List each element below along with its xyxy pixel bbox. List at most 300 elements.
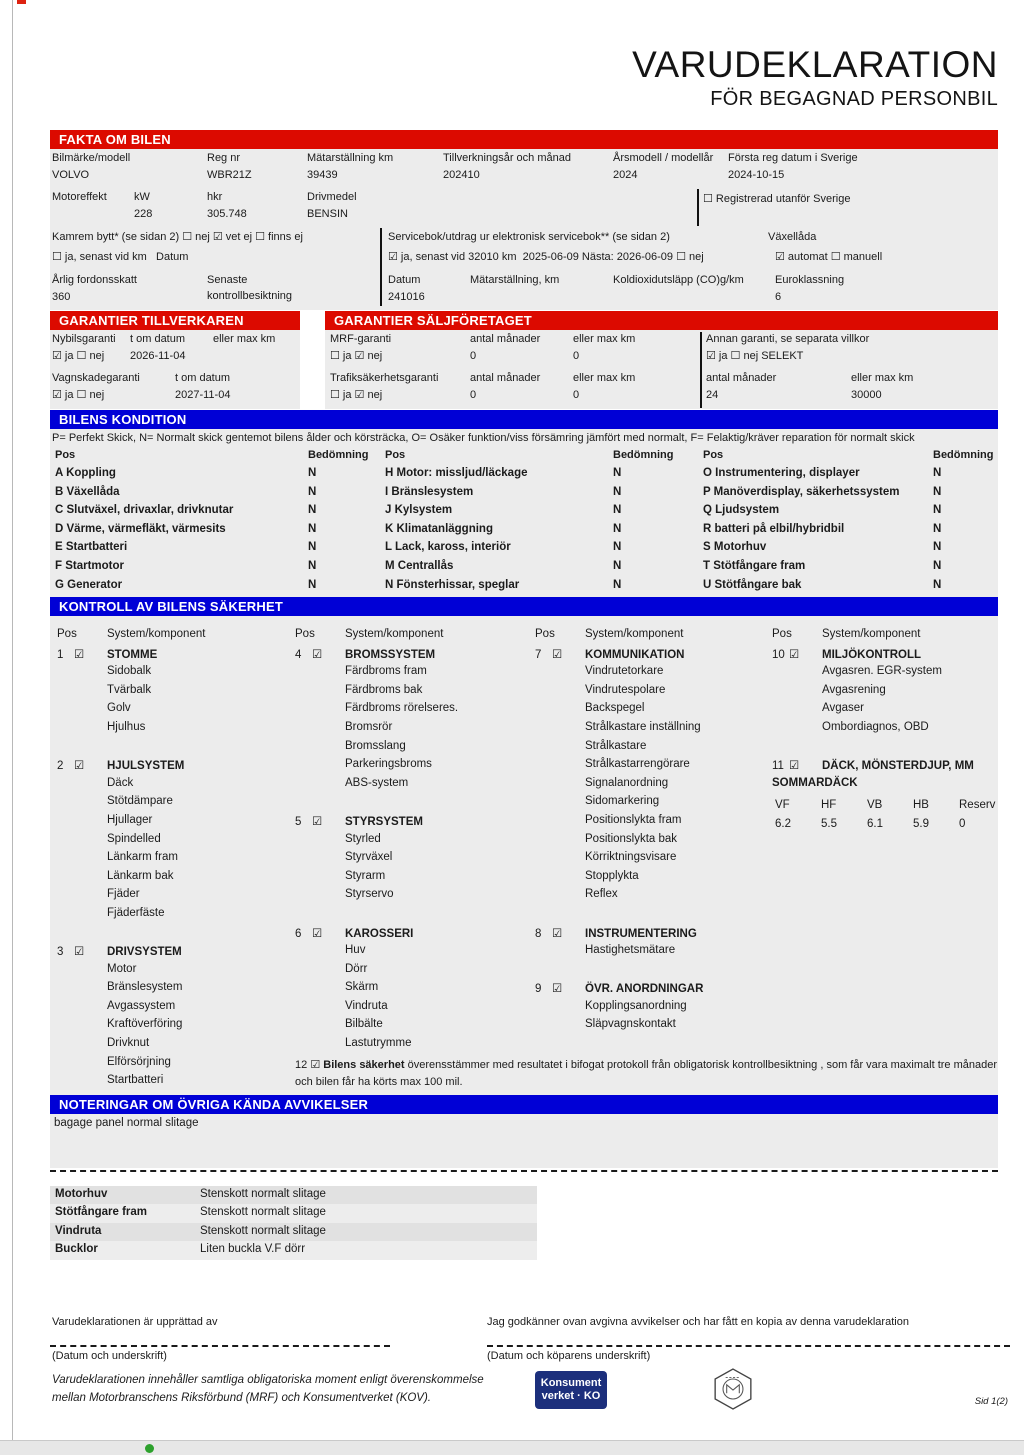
component-item: Bränslesystem [107,981,183,994]
sak-group-bromssystem [295,647,533,796]
tire-depth-value: 0 [959,817,966,830]
checked-checkbox-icon: ☑ [552,648,563,661]
kondition-row [703,523,998,542]
kondition-item-label: U Stötfångare bak [703,578,802,591]
component-item: Parkeringsbroms [345,758,432,771]
component-item: Släpvagnskontakt [585,1018,676,1031]
sak-group-instrumentering [535,926,773,963]
avvikelse-note: Stenskott normalt slitage [200,1224,326,1237]
group-pos: 4 [295,648,302,661]
kondition-row [703,467,998,486]
page-edge-line [12,0,13,1440]
avvikelse-part: Vindruta [55,1224,102,1237]
group-name: ÖVR. ANORDNINGAR [585,983,704,996]
component-item: Signalanordning [585,776,669,789]
component-item: Avgasren. EGR-system [822,665,942,678]
group-name: MILJÖKONTROLL [822,648,922,661]
avvikelse-note: Stenskott normalt slitage [200,1188,326,1200]
kondition-item-label: H Motor: missljud/läckage [385,467,528,479]
sak-group-dack [772,758,1010,836]
eller-max-km-label: eller max km [573,333,636,345]
eller-max-km-label: eller max km [573,372,636,384]
noteringar-free-text: bagage panel normal slitage [54,1117,199,1129]
kondition-item-label: M Centrallås [385,559,454,572]
note-12-number: 12 [295,1059,308,1071]
divider [380,228,382,306]
group-name: BROMSSYSTEM [345,648,436,661]
checked-checkbox-icon: ☑ [312,815,323,828]
kondition-grade: N [613,485,622,498]
kondition-grade: N [308,467,317,479]
datum-label: Datum [388,274,421,286]
group-pos: 9 [535,983,542,996]
servicebok-row: ☑ ja, senast vid 32010 km 2025-06-09 Nästa: 2026-06-09 ☐ nej [388,251,704,263]
vaxellada-label: Växellåda [768,231,817,243]
component-item: Skärm [345,981,379,994]
avvikelse-note: Liten buckla V.F dörr [200,1243,306,1256]
trafik-manader-value: 0 [470,389,477,401]
avvikelser-table [50,1186,537,1260]
pos-header: Pos [535,628,555,640]
signature-line-buyer [487,1345,1010,1347]
sak-group-ovr-anordningar [535,981,773,1037]
component-item: Ombordiagnos, OBD [822,720,929,733]
kondition-grade: N [933,522,942,535]
sak-group-karosseri [295,926,533,1056]
component-item: Dörr [345,962,368,975]
kondition-item-label: J Kylsystem [385,504,453,517]
section-header-fakta: FAKTA OM BILEN [50,130,998,149]
kondition-row [55,541,395,560]
mrf-garanti-checkboxes: ☐ ja ☑ nej [330,350,383,362]
eller-max-km-label: eller max km [213,333,276,345]
kondition-legend: P= Perfekt Skick, N= Normalt skick gentemot bilens ålder och körsträcka, O= Osäker funktion/viss försämring jämfört med normalt, F= Felaktig/kräver reparation för normalt skick [52,432,915,444]
section-header-kondition: BILENS KONDITION [50,410,998,429]
vagnskade-tom-value: 2027-11-04 [175,389,231,401]
avvikelse-row [50,1223,537,1241]
tire-col-header: VB [867,799,883,812]
component-item: Strålkastare inställning [585,720,701,733]
checked-checkbox-icon: ☑ [74,946,85,959]
component-item: Golv [107,702,131,715]
kondition-row [703,504,998,523]
avvikelse-part: Motorhuv [55,1188,108,1200]
kondition-column-3 [703,467,998,597]
kondition-item-label: S Motorhuv [703,541,767,554]
checked-checkbox-icon: ☑ [552,983,563,996]
tire-col-header: Reserv [959,799,996,812]
pos-header: Pos [703,449,724,461]
component-item: Fjäderfäste [107,906,165,919]
vagnskadegaranti-label: Vagnskadegaranti [52,372,140,384]
drivmedel-label: Drivmedel [307,191,357,203]
tillverkning-label: Tillverkningsår och månad [443,152,571,164]
component-item: Avgassystem [107,999,176,1012]
component-item: Vindruta [345,999,388,1012]
tire-depth-value: 5.5 [821,817,837,830]
component-item: ABS-system [345,776,409,789]
section-header-sakerhet: KONTROLL AV BILENS SÄKERHET [50,597,998,616]
component-item: Bromsslang [345,739,406,752]
datum-underskrift-label: (Datum och underskrift) [52,1350,167,1362]
kondition-grade: N [933,559,942,572]
note-12: 12 ☑ Bilens säkerhet överensstämmer med resultatet i bifogat protokoll från obligatorisk kontrollbesiktning , som får vara maximalt tre månader och bilen får ha körts max 100 mil. [295,1059,998,1088]
component-item: Motor [107,962,137,975]
kondition-row [385,541,705,560]
component-item: Backspegel [585,702,645,715]
avvikelse-part: Bucklor [55,1243,98,1256]
component-item: Styrväxel [345,851,393,864]
tire-col-header: HF [821,799,837,812]
sak-group-kommunikation [535,647,773,907]
kondition-grade: N [308,559,317,572]
tire-depth-value: 6.1 [867,817,883,830]
group-name: INSTRUMENTERING [585,927,697,940]
kondition-row [703,541,998,560]
green-status-dot [145,1444,154,1453]
group-name: KOMMUNIKATION [585,648,685,661]
kondition-grade: N [613,522,622,535]
group-name: KAROSSERI [345,927,414,940]
bedomning-header: Bedömning [613,449,674,461]
legal-text-line2: mellan Motorbranschens Riksförbund (MRF) och Konsumentverket (KOV). [52,1392,432,1404]
component-item: Positionslykta fram [585,813,682,826]
component-item: Drivknut [107,1037,150,1050]
sakerhet-column-head [772,628,1010,647]
avvikelse-row [50,1186,537,1204]
group-pos: 7 [535,648,542,661]
dashed-separator [50,1170,998,1172]
nybilsgaranti-checkboxes: ☑ ja ☐ nej [52,350,105,362]
regnr-value: WBR21Z [207,169,252,181]
component-item: Färdbroms bak [345,683,423,696]
garanti-saljforetaget-panel [325,330,998,409]
component-item: Lastutrymme [345,1037,412,1050]
tire-col-header: HB [913,799,929,812]
tom-datum-label: t om datum [130,333,186,345]
component-item: Tvärbalk [107,683,152,696]
tire-depth-table [772,799,1010,836]
kw-label: kW [134,191,150,203]
matarstallning-value: 39439 [307,169,338,181]
section-header-garanti-tillverkaren: GARANTIER TILLVERKAREN [50,311,300,330]
kondition-item-label: A Koppling [55,467,116,479]
arsmodell-label: Årsmodell / modellår [613,152,714,164]
tire-header-row [772,799,1010,818]
bedomning-header: Bedömning [933,449,994,461]
kondition-row [385,560,705,579]
divider [700,332,702,408]
vagnskadegaranti-checkboxes: ☑ ja ☐ nej [52,389,105,401]
kondition-grade: N [308,522,317,535]
kondition-grade: N [308,541,317,554]
kondition-item-label: Q Ljudsystem [703,504,780,517]
component-item: Hastighetsmätare [585,944,676,957]
avvikelse-row [50,1241,537,1259]
kondition-row [703,486,998,505]
kondition-item-label: D Värme, värmefläkt, värmesits [55,522,226,535]
annan-garanti-label: Annan garanti, se separata villkor [706,333,870,345]
avvikelse-row [50,1204,537,1222]
group-pos: 11 [772,760,784,773]
kondition-grade: N [613,559,622,572]
component-item: Strålkastarrengörare [585,758,690,771]
group-name: DRIVSYSTEM [107,946,182,959]
kondition-row [385,486,705,505]
fordonsskatt-value: 360 [52,291,71,303]
tire-col-header: VF [775,799,790,812]
kondition-grade: N [613,578,622,591]
kondition-column-1 [55,467,395,597]
document-title: VARUDEKLARATION [632,44,998,85]
sommardack-label: SOMMARDÄCK [772,776,858,789]
arsmodell-value: 2024 [613,169,638,181]
sakerhet-column-head [535,628,773,647]
senaste-label-2: kontrollbesiktning [207,290,292,302]
motoreffekt-label: Motoreffekt [52,191,107,203]
group-pos: 10 [772,648,785,661]
sakerhet-column-2 [295,628,533,1074]
kamrem-ja-row: ☐ ja, senast vid km Datum [52,251,189,263]
component-item: Avgasrening [822,683,886,696]
forsta-reg-label: Första reg datum i Sverige [728,152,858,164]
component-item: Fjäder [107,888,140,901]
vaxellada-checkboxes: ☑ automat ☐ manuell [775,251,883,263]
component-item: Startbatteri [107,1074,164,1087]
trafik-checkboxes: ☐ ja ☑ nej [330,389,383,401]
kondition-item-label: G Generator [55,578,123,591]
annan-manader-label: antal månader [706,372,777,384]
component-item: Positionslykta bak [585,832,678,845]
pos-header: Pos [295,628,315,640]
kondition-grade: N [613,467,622,479]
component-item: Körriktningsvisare [585,851,677,864]
annan-maxkm-label: eller max km [851,372,914,384]
divider [697,189,699,226]
sakerhet-column-1 [57,628,295,1111]
matarstallning-km-label: Mätarställning, km [470,274,560,286]
checked-checkbox-icon: ☑ [789,760,800,773]
annan-maxkm-value: 30000 [851,389,882,401]
kondition-row [385,467,705,486]
component-item: Kopplingsanordning [585,999,687,1012]
component-item: Styrarm [345,869,386,882]
kondition-item-label: T Stötfångare fram [703,559,806,572]
fordonsskatt-label: Årlig fordonsskatt [52,274,137,286]
datum-koparens-label: (Datum och köparens underskrift) [487,1350,651,1362]
kondition-item-label: L Lack, kaross, interiör [385,541,511,554]
nybilsgaranti-tom-value: 2026-11-04 [130,350,186,362]
kondition-row [385,523,705,542]
system-header: System/komponent [585,628,684,640]
kondition-row [703,579,998,598]
component-item: Avgaser [822,702,864,715]
kondition-column-2 [385,467,705,597]
pos-header: Pos [385,449,406,461]
group-pos: 6 [295,927,302,940]
trafik-maxkm-value: 0 [573,389,580,401]
mrf-manader-value: 0 [470,350,477,362]
kondition-grade: N [308,504,317,517]
component-item: Reflex [585,888,618,901]
component-item: Spindelled [107,832,161,845]
avvikelse-note: Stenskott normalt slitage [200,1206,326,1219]
component-item: Däck [107,776,134,789]
kondition-item-label: K Klimatanläggning [385,522,493,535]
kondition-grade: N [933,467,942,479]
system-header: System/komponent [345,628,444,640]
euroklassning-value: 6 [775,291,782,303]
component-item: Styrservo [345,888,394,901]
kondition-item-label: P Manöverdisplay, säkerhetssystem [703,485,900,498]
matarstallning-label: Mätarställning km [307,152,394,164]
group-pos: 3 [57,946,64,959]
pos-header: Pos [55,449,76,461]
group-pos: 5 [295,815,302,828]
bilmarke-label: Bilmärke/modell [52,152,131,164]
kondition-row [55,486,395,505]
kondition-item-label: I Bränslesystem [385,485,474,498]
component-item: Kraftöverföring [107,1018,183,1031]
regnr-label: Reg nr [207,152,241,164]
group-pos: 2 [57,760,64,773]
tillverkning-value: 202410 [443,169,480,181]
kondition-item-label: N Fönsterhissar, speglar [385,578,520,591]
component-item: Hjullager [107,813,153,826]
kondition-row [385,504,705,523]
kondition-row [55,504,395,523]
checked-checkbox-icon: ☑ [74,648,85,661]
checked-checkbox-icon: ☑ [74,760,85,773]
kondition-row [55,467,395,486]
sak-group-stomme [57,647,295,740]
kondition-grade: N [613,541,622,554]
kamrem-row: Kamrem bytt* (se sidan 2) ☐ nej ☑ vet ej ☐ finns ej [52,231,303,243]
group-name: DÄCK, MÖNSTERDJUP, MM [822,760,974,773]
component-item: Elförsörjning [107,1055,171,1068]
koldioxid-label: Koldioxidutsläpp (CO)g/km [613,274,744,286]
kondition-item-label: E Startbatteri [55,541,128,554]
annan-garanti-checkboxes: ☑ ja ☐ nej SELEKT [706,350,804,362]
component-item: Sidomarkering [585,795,660,808]
avvikelse-part: Stötfångare fram [55,1206,148,1219]
bilmarke-value: VOLVO [52,169,90,181]
tire-depth-value: 6.2 [775,817,791,830]
section-header-garanti-saljforetaget: GARANTIER SÄLJFÖRETAGET [325,311,998,330]
tire-depth-value: 5.9 [913,817,929,830]
trafiksakerhetsgaranti-label: Trafiksäkerhetsgaranti [330,372,439,384]
component-item: Bilbälte [345,1018,383,1031]
kondition-item-label: O Instrumentering, displayer [703,467,860,479]
group-name: STYRSYSTEM [345,815,423,828]
checked-checkbox-icon: ☑ [310,1059,321,1071]
checked-checkbox-icon: ☑ [312,927,323,940]
kondition-row [55,523,395,542]
checked-checkbox-icon: ☑ [789,648,800,661]
kondition-grade: N [933,578,942,591]
signature-line-seller [50,1345,390,1347]
datum-value: 241016 [388,291,425,303]
kondition-row [385,579,705,598]
sakerhet-column-head [295,628,533,647]
mrf-garanti-label: MRF-garanti [330,333,392,345]
kondition-item-label: R batteri på elbil/hybridbil [703,522,845,535]
vagnskade-tom-label: t om datum [175,372,231,384]
nybilsgaranti-label: Nybilsgaranti [52,333,116,345]
konsumentverket-badge: Konsument verket · KO [535,1371,607,1409]
system-header: System/komponent [822,628,921,640]
antal-manader-label: antal månader [470,333,541,345]
servicebok-label: Servicebok/utdrag ur elektronisk servicebok** (se sidan 2) [388,231,670,243]
kondition-item-label: F Startmotor [55,559,124,572]
sakerhet-column-head [57,628,295,647]
component-item: Stopplykta [585,869,639,882]
sakerhet-column-4 [772,628,1010,855]
component-item: Bromsrör [345,720,393,733]
drivmedel-value: BENSIN [307,208,348,220]
mrf-logo [712,1368,754,1415]
component-item: Huv [345,944,366,957]
kondition-grade: N [933,485,942,498]
component-item: Stötdämpare [107,795,173,808]
kondition-row [703,560,998,579]
kondition-grade: N [933,504,942,517]
kondition-row [55,579,395,598]
hkr-value: 305.748 [207,208,247,220]
sak-group-miljokontroll [772,647,1010,740]
pos-header: Pos [772,628,792,640]
group-name: HJULSYSTEM [107,760,185,773]
sakerhet-column-3 [535,628,773,1056]
group-pos: 1 [57,648,64,661]
component-item: Vindrutetorkare [585,665,664,678]
component-item: Vindrutespolare [585,683,666,696]
red-tick-mark [17,0,26,4]
section-header-noteringar: NOTERINGAR OM ÖVRIGA KÄNDA AVVIKELSER [50,1095,998,1114]
hkr-label: hkr [207,191,223,203]
sak-group-hjulsystem [57,758,295,925]
component-item: Länkarm fram [107,851,178,864]
document-subtitle: FÖR BEGAGNAD PERSONBIL [710,88,998,110]
component-item: Styrled [345,832,381,845]
component-item: Sidobalk [107,665,152,678]
component-item: Strålkastare [585,739,647,752]
mrf-maxkm-value: 0 [573,350,580,362]
group-pos: 8 [535,927,542,940]
annan-manader-value: 24 [706,389,719,401]
group-name: STOMME [107,648,158,661]
component-item: Färdbroms rörelseres. [345,702,459,715]
kondition-grade: N [308,578,317,591]
pos-header: Pos [57,628,77,640]
page-number: Sid 1(2) [974,1396,1008,1407]
kondition-grade: N [308,485,317,498]
kondition-row [55,560,395,579]
tire-value-row [772,818,1010,837]
component-item: Färdbroms fram [345,665,427,678]
kondition-grade: N [613,504,622,517]
kondition-item-label: C Slutväxel, drivaxlar, drivknutar [55,504,234,517]
forsta-reg-value: 2024-10-15 [728,169,785,181]
component-item: Länkarm bak [107,869,174,882]
antal-manader-label: antal månader [470,372,541,384]
legal-text-line1: Varudeklarationen innehåller samtliga obligatoriska moment enligt överenskommelse [52,1374,484,1386]
system-header: System/komponent [107,628,206,640]
sak-group-drivsystem [57,944,295,1093]
checked-checkbox-icon: ☑ [312,648,323,661]
checked-checkbox-icon: ☑ [552,927,563,940]
component-item: Hjulhus [107,720,146,733]
